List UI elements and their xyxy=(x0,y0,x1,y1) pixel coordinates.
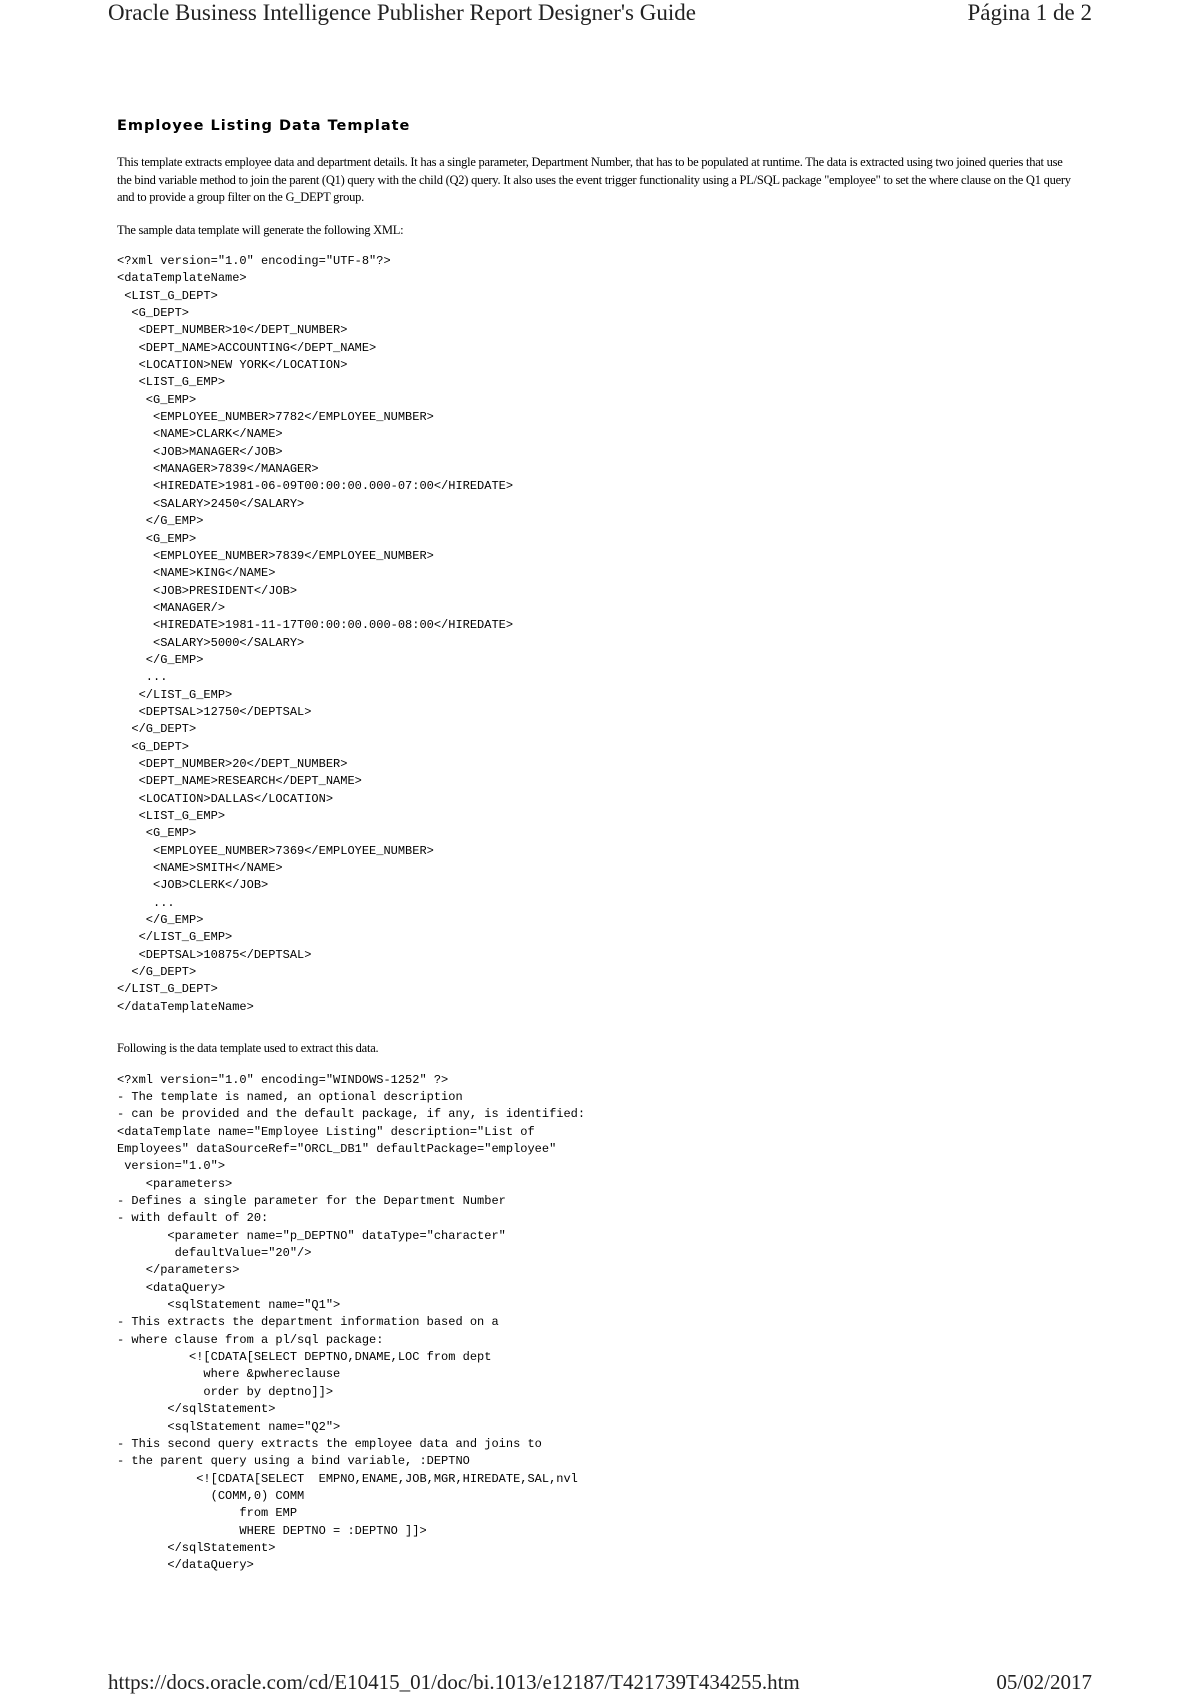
document-title: Oracle Business Intelligence Publisher Report Designer's Guide xyxy=(108,0,696,25)
main-content xyxy=(117,118,1077,1575)
xml-sample-code: <?xml version="1.0" encoding="UTF-8"?> <dataTemplateName> <LIST_G_DEPT> <G_DEPT> <DEPT_NUMBER>10</DEPT_NUMBER> <DEPT_NAME>ACCOUNTING</DEPT_NAME> <LOCATION>NEW YORK</LOCATION> <LIST_G_EMP> <G_EMP> <EMPLOYEE_NUMBER>7782</EMPLOYEE_NUMBER> <NAME>CLARK</NAME> <JOB>MANAGER</JOB> <MANAGER>7839</MANAGER> <HIREDATE>1981-06-09T00:00:00.000-07:00</HIREDATE> <SALARY>2450</SALARY> </G_EMP> <G_EMP> <EMPLOYEE_NUMBER>7839</EMPLOYEE_NUMBER> <NAME>KING</NAME> <JOB>PRESIDENT</JOB> <MANAGER/> <HIREDATE>1981-11-17T00:00:00.000-08:00</HIREDATE> <SALARY>5000</SALARY> </G_EMP> ... </LIST_G_EMP> <DEPTSAL>12750</DEPTSAL> </G_DEPT> <G_DEPT> <DEPT_NUMBER>20</DEPT_NUMBER> <DEPT_NAME>RESEARCH</DEPT_NAME> <LOCATION>DALLAS</LOCATION> <LIST_G_EMP> <G_EMP> <EMPLOYEE_NUMBER>7369</EMPLOYEE_NUMBER> <NAME>SMITH</NAME> <JOB>CLERK</JOB> ... </G_EMP> </LIST_G_EMP> <DEPTSAL>10875</DEPTSAL> </G_DEPT> </LIST_G_DEPT> </dataTemplateName> xyxy=(117,254,514,1014)
page-header xyxy=(0,0,1200,40)
sample-lead-paragraph: The sample data template will generate the following XML: xyxy=(117,222,404,237)
template-lead-paragraph: Following is the data template used to extract this data. xyxy=(117,1041,379,1056)
page-number: Página 1 de 2 xyxy=(967,0,1092,25)
intro-paragraph: This template extracts employee data and department details. It has a single parameter, Department Number, that has to be populated at runtime. The data is extracted using two joined queries that use the bind variable method to join the parent (Q1) query with the child (Q2) query. It also uses the event trigger functionality using a PL/SQL package "employee" to set the where clause on the Q1 query and to provide a group filter on the G_DEPT group. xyxy=(117,155,1071,204)
source-url[interactable]: https://docs.oracle.com/cd/E10415_01/doc/bi.1013/e12187/T421739T434255.htm xyxy=(108,1670,800,1694)
data-template-code: <?xml version="1.0" encoding="WINDOWS-1252" ?> - The template is named, an optional description - can be provided and the default package, if any, is identified: <dataTemplate name="Employee Listing" description="List of Employees" dataSourceRef="ORCL_DB1" defaultPackage="employee" version="1.0"> <parameters> - Defines a single parameter for the Department Number - with default of 20: <parameter name="p_DEPTNO" dataType="character" defaultValue="20"/> </parameters> <dataQuery> <sqlStatement name="Q1"> - This extracts the department information based on a - where clause from a pl/sql package: <![CDATA[SELECT DEPTNO,DNAME,LOC from dept where &pwhereclause order by deptno]]> </sqlStatement> <sqlStatement name="Q2"> - This second query extracts the employee data and joins to - the parent query using a bind variable, :DEPTNO <![CDATA[SELECT EMPNO,ENAME,JOB,MGR,HIREDATE,SAL,nvl (COMM,0) COMM from EMP WHERE DEPTNO = :DEPTNO ]]> </sqlStatement> </dataQuery> xyxy=(117,1072,586,1573)
section-heading: Employee Listing Data Template xyxy=(117,118,411,134)
print-date: 05/02/2017 xyxy=(996,1670,1092,1694)
